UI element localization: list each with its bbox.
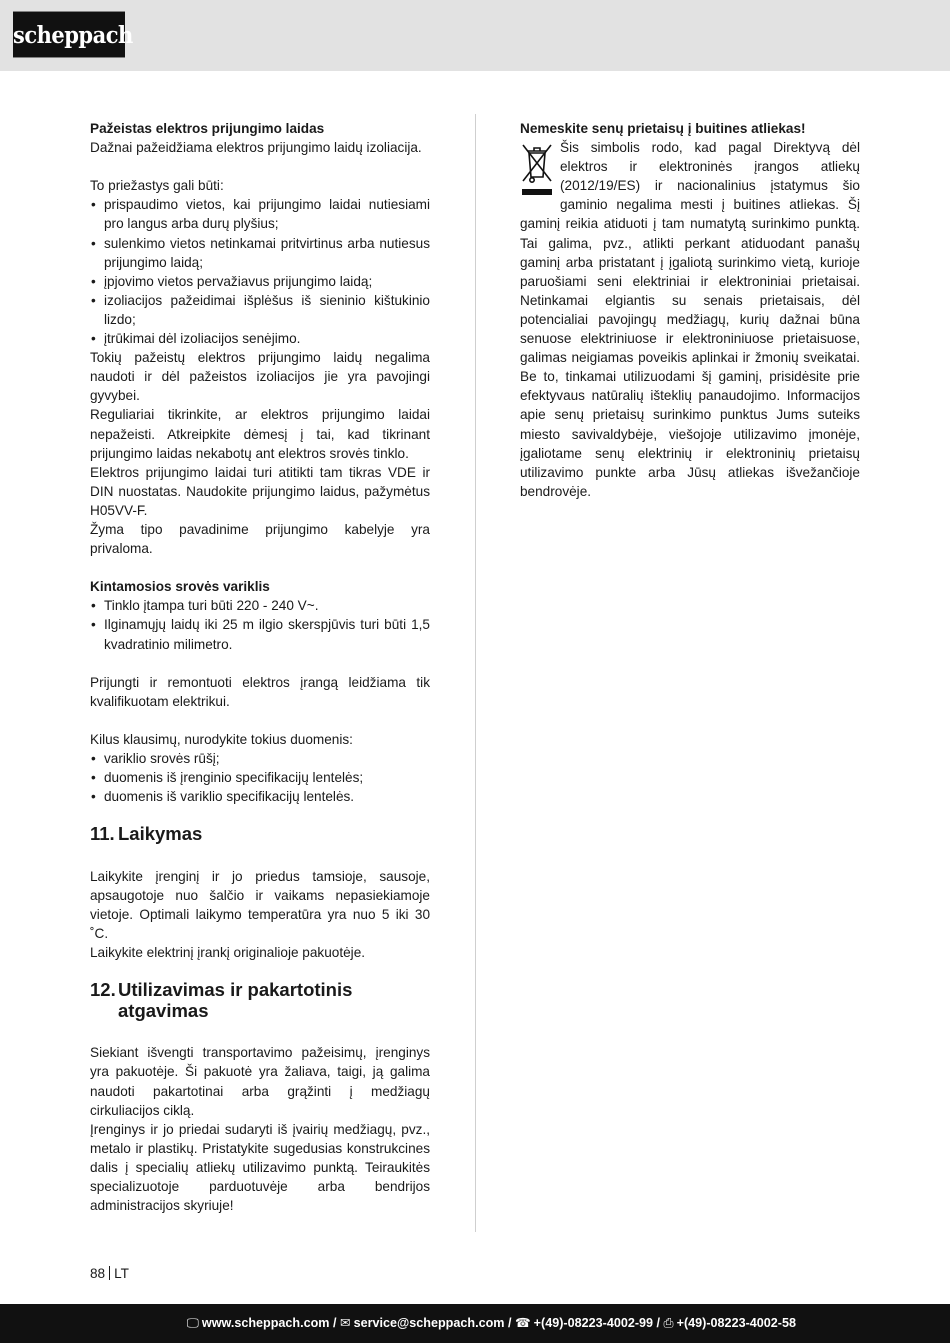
section-title-ac-motor: Kintamosios srovės variklis [90,579,270,595]
footer-fax: +(49)-08223-4002-58 [676,1316,796,1330]
causes-intro: To priežastys gali būti: [90,178,224,194]
causes-list [90,195,430,348]
phone-icon: ☎ [514,1316,531,1330]
weee-block [520,138,860,501]
weee-paragraph: Šis simbolis rodo, kad pagal Direktyvą dėl elektros ir elektroninės įrangos atliekų (2012/19/ES) ir nacionalinius įstatymus šio gaminio negalima mesti į buitines atliekas. Šį gaminį reikia atiduoti į tam numatytą surinkimo punktą. Tai galima, pvz., atlikti perkant atiduodant panašų gaminį arba pristatant į įgaliotą surinkimo vietą, kurioje paruošiami seni elektriniai ir elektroniniai prietaisai. Netinkamai elgiantis su senais prietaisais, dėl potencialiai pavojingų medžiagų, kurių dažnai būna senuose elektriniuose ir elektroniniuose prietaisuose, galimas neigiamas poveikis aplinkai ir žmonių sveikatai. Be to, tinkamai utilizuodami šį gaminį, prisidėsite prie efektyvaus natūralių išteklių panaudojimo. Informacijos apie senų prietaisų surinkimo punktus Jums suteiks miesto savivaldybėje, viešojoje utilizavimo įmonėje, įgaliotame senų elektrinių ir elektroninių prietaisų utilizavimo punkte arba Jūsų atliekas išvežančioje bendrovėje. [520,140,860,499]
paragraph: Siekiant išvengti transportavimo pažeisimų, įrenginys yra pakuotėje. Ši pakuotė yra žaliava, taigi, ją galima naudoti pakartotinai arba grąžinti į medžiagų cirkuliacijos ciklą. [90,1045,430,1118]
list-item: • prispaudimo vietos, kai prijungimo laidai nutiesiami pro langus arba durų plyšius; [90,195,430,233]
heading-number: 12. [90,979,116,1001]
list-item: • Tinklo įtampa turi būti 220 - 240 V~. [90,596,430,615]
mail-icon: ✉ [340,1316,351,1330]
list-item: • duomenis iš įrenginio specifikacijų lentelės; [90,768,430,787]
page-number-value: 88 [90,1266,106,1281]
list-item: • izoliacijos pažeidimai išplėšus iš sieninio kištukinio lizdo; [90,291,430,329]
footer-email[interactable]: service@scheppach.com / [353,1316,512,1330]
footer-phone: +(49)-08223-4002-99 / [533,1316,661,1330]
list-item: • įtrūkimai dėl izoliacijos senėjimo. [90,329,430,348]
paragraph: Elektros prijungimo laidai turi atitikti tam tikras VDE ir DIN nuostatas. Naudokite prijungimo laidus, pažymėtus H05VV-F. [90,464,430,518]
questions-list [90,749,430,806]
heading-text: Utilizavimas ir pakartotinis atgavimas [118,979,353,1021]
questions-intro: Kilus klausimų, nurodykite tokius duomenis: [90,732,353,747]
list-item: • įpjovimo vietos pervažiavus prijungimo laidą; [90,272,430,291]
heading-text: Laikymas [118,823,203,845]
right-column [520,119,860,501]
paragraph: Dažnai pažeidžiama elektros prijungimo laidų izoliacija. [90,140,422,156]
heading-storage [90,824,430,845]
fax-icon: ⎙ [663,1316,674,1330]
column-divider [475,114,476,1232]
list-item: • sulenkimo vietos netinkamai pritvirtinus arba nutiesus prijungimo laidą; [90,234,430,272]
heading-disposal [90,980,430,1021]
crossed-out-wheelie-bin-icon [520,141,554,199]
list-item: • Ilginamųjų laidų iki 25 m ilgio skerspjūvis turi būti 1,5 kvadratinio milimetro. [90,615,430,653]
brand-logo: scheppach [13,12,125,58]
section-title-damaged-cable: Pažeistas elektros prijungimo laidas [90,121,325,136]
paragraph: Laikykite įrenginį ir jo priedus tamsioje, sausoje, apsaugotoje nuo šalčio ir vaikams nepasiekiamoje vietoje. Optimali laikymo temperatūra yra nuo 5 iki 30 ˚C. [90,868,430,942]
page-language: LT [114,1266,129,1281]
list-item: • duomenis iš variklio specifikacijų lentelės. [90,787,430,806]
footer-bar [0,1304,950,1343]
section-title-weee: Nemeskite senų prietaisų į buitines atliekas! [520,121,806,136]
paragraph: Tokių pažeistų elektros prijungimo laidų negalima naudoti ir dėl pažeistos izoliacijos jie yra pavojingi gyvybei. [90,350,430,404]
heading-number: 11. [90,823,115,845]
page-number [90,1266,129,1282]
motor-list [90,596,430,653]
list-item: • variklio srovės rūšį; [90,749,430,768]
footer-web[interactable]: www.scheppach.com / [201,1316,337,1330]
paragraph: Laikykite elektrinį įrankį originalioje pakuotėje. [90,945,366,961]
paragraph: Įrenginys ir jo priedai sudaryti iš įvairių medžiagų, pvz., metalo ir plastikų. Pristatykite sugedusias konstrukcines dalis į specialių atliekų utilizavimo punktą. Teiraukitės specializuotoje parduotuvėje arba bendrijos administracijos skyriuje! [90,1121,430,1214]
paragraph: Žyma tipo pavadinime prijungimo kabelyje yra privaloma. [90,521,430,557]
paragraph: Reguliariai tikrinkite, ar elektros prijungimo laidai nepažeisti. Atkreipkite dėmesį į tai, kad tikrinant prijungimo laidas nekabotų ant elektros srovės tinklo. [90,407,430,461]
monitor-icon: 🖵 [186,1316,199,1330]
paragraph: Prijungti ir remontuoti elektros įrangą leidžiama tik kvalifikuotam elektrikui. [90,674,430,709]
header-bar [0,0,950,71]
left-column [90,119,430,1215]
